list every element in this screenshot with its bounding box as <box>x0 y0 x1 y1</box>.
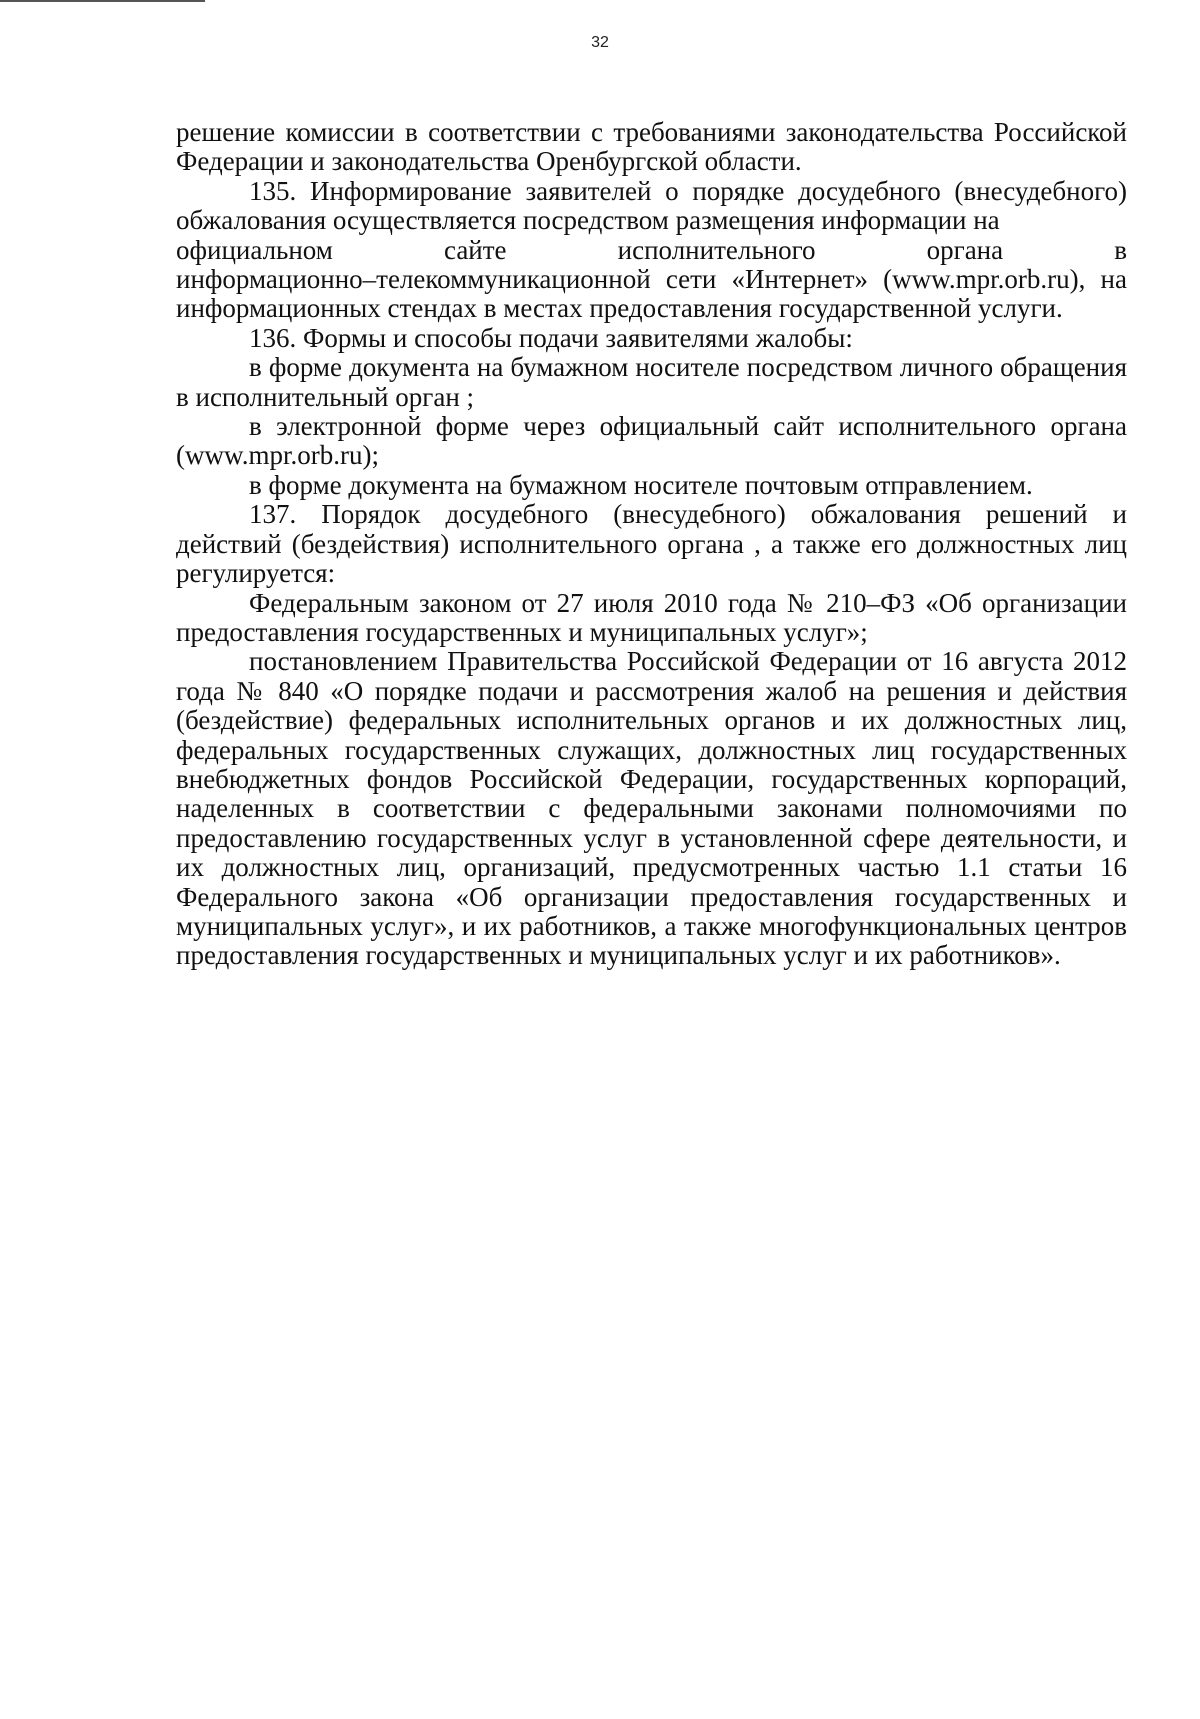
paragraph-136: 136. Формы и способы подачи заявителями жалобы: <box>249 322 853 353</box>
scan-edge-line <box>0 0 205 2</box>
paragraph-136-paper-form: в форме документа на бумажном носителе посредством личного обращения в исполнительный орган ; <box>176 352 1127 412</box>
paragraph-decision: решение комиссии в соответствии с требованиями законодательства Российской Федерации и законодательства Оренбургской области. <box>176 117 1127 177</box>
paragraph-137-federal-law: Федеральным законом от 27 июля 2010 года № 210–ФЗ «Об организации предоставления государственных и муниципальных услуг»; <box>176 587 1127 647</box>
paragraph-136-electronic-form: в электронной форме через официальный сайт исполнительного органа (www.mpr.orb.ru); <box>176 411 1127 471</box>
document-body <box>176 118 1127 971</box>
paragraph-135-official-site: официальном сайте исполнительного органа в <box>176 234 1127 265</box>
paragraph-137: 137. Порядок досудебного (внесудебного) обжалования решений и действий (бездействия) исполнительного органа , а также его должностных лиц регулируется: <box>176 499 1127 589</box>
paragraph-135-internet: информационно–телекоммуникационной сети «Интернет» (www.mpr.orb.ru), на информационных стендах в местах предоставления государственной услуги. <box>176 264 1127 324</box>
page-number: 32 <box>591 34 609 51</box>
paragraph-136-postal-form: в форме документа на бумажном носителе почтовым отправлением. <box>249 469 1033 500</box>
paragraph-137-government-resolution: постановлением Правительства Российской Федерации от 16 августа 2012 года № 840 «О порядке подачи и рассмотрения жалоб на решения и действия (бездействие) федеральных исполнительных органов и их должностных лиц, федеральных государственных служащих, должностных лиц государственных внебюджетных фондов Российской Федерации, государственных корпораций, наделенных в соответствии с федеральными законами полномочиями по предоставлению государственных услуг в установленной сфере деятельности, и их должностных лиц, организаций, предусмотренных частью 1.1 статьи 16 Федерального закона «Об организации предоставления государственных и муниципальных услуг», и их работников, а также многофункциональных центров предоставления государственных и муниципальных услуг и их работников». <box>176 646 1127 971</box>
paragraph-135: 135. Информирование заявителей о порядке досудебного (внесудебного) обжалования осуществляется посредством размещения информации на <box>176 175 1127 236</box>
